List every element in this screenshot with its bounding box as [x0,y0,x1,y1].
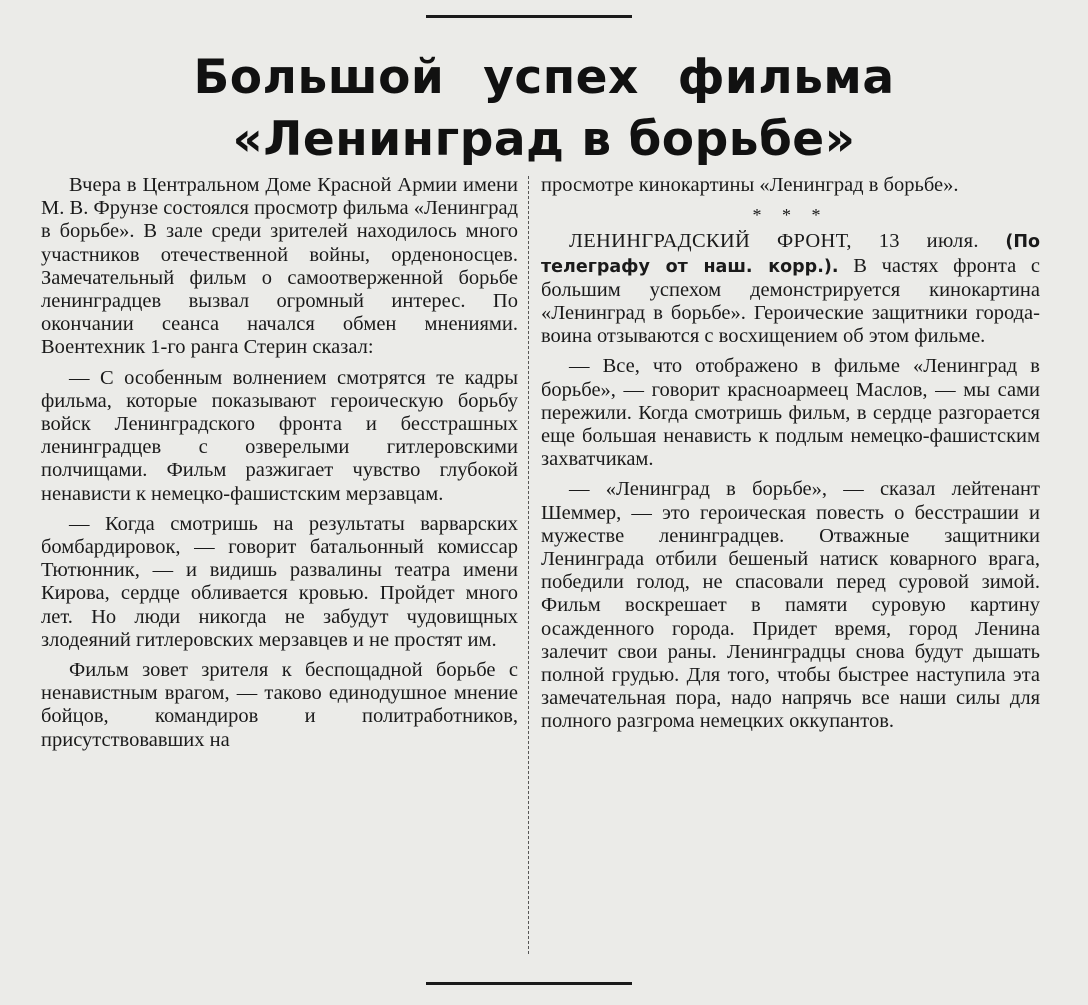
dispatch-source: (По телеграфу от наш. корр.). [541,232,1040,277]
bottom-rule [426,982,632,985]
headline-line-2: «Ленинград в борьбе» [232,112,856,167]
continuation-paragraph: просмотре кинокартины «Ленинград в борьбе». [541,174,959,196]
column-divider [528,176,529,954]
headline-line-1: Большой успех фильма [193,50,895,105]
paragraph: — Все, что отображено в фильме «Ленинград в борьбе», — говорит красноармеец Маслов, — мы сами пережили. Когда смотришь фильм, в сердце разгорается еще большая ненависть к подлым немецко-фашистским захватчикам. [541,355,1040,471]
section-separator: * * * [752,205,829,226]
dispatch-dateline: ЛЕНИНГРАДСКИЙ ФРОНТ, 13 июля. [569,230,979,253]
right-column [541,174,1040,741]
left-column [41,174,518,759]
top-rule [426,15,632,18]
dispatch-paragraph [541,230,1040,348]
paragraph: Фильм зовет зрителя к беспощадной борьбе с ненавистным врагом, — таково единодушное мнение бойцов, командиров и политработников, присутствовавших на [41,659,518,751]
dispatch-text: В частях фронта с большим успехом демонстрируется кинокартина «Ленинград в борьбе». Героические защитники города-воина отзываются с восхищением об этом фильме. [541,254,1041,348]
paragraph: — С особенным волнением смотрятся те кадры фильма, которые показывают героическую борьбу войск Ленинградского фронта и бесстрашных ленинградцев с озверелыми гитлеровскими полчищами. Фильм разжигает чувство глубокой ненависти к немецко-фашистским мерзавцам. [41,366,518,505]
paragraph: — Когда смотришь на результаты варварских бомбардировок, — говорит батальонный комиссар Тютюнник, — и видишь развалины театра имени Кирова, сердце обливается кровью. Пройдет много лет. Но люди никогда не забудут чудовищных злодеяний гитлеровских мерзавцев и не простят им. [41,512,518,651]
paragraph: — «Ленинград в борьбе», — сказал лейтенант Шеммер, — это героическая повесть о бесстрашии и мужестве ленинградцев. Отважные защитники Ленинграда отбили бешеный натиск коварного врага, победили голод, не спасовали перед суровой зимой. Фильм воскрешает в памяти суровую картину осажденного города. Придет время, город Ленина залечит свои раны. Ленинградцы снова будут дышать полной грудью. Для того, чтобы быстрее наступила эта замечательная пора, надо напрячь все наши силы для полного разгрома немецких оккупантов. [541,478,1040,733]
paragraph: Вчера в Центральном Доме Красной Армии имени М. В. Фрунзе состоялся просмотр фильма «Ленинград в борьбе». В зале среди зрителей находилось много участников отечественной войны, орденоносцев. Замечательный фильм о самоотверженной борьбе ленинградцев вызвал огромный интерес. По окончании сеанса начался обмен мнениями. Воентехник 1-го ранга Стерин сказал: [41,174,518,359]
